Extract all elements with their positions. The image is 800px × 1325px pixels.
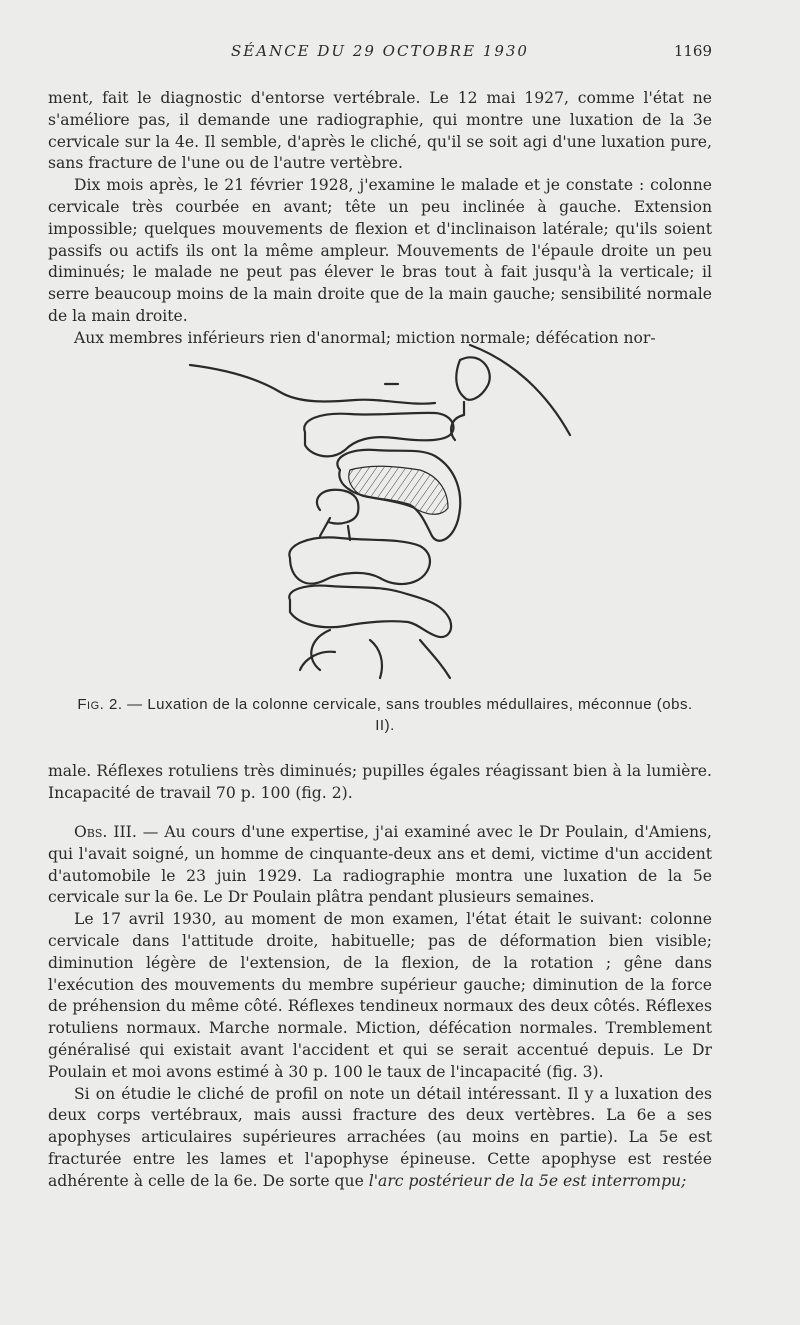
analysis-text: Si on étudie le cliché de profil on note un détail intéressant. Il y a luxation des deux corps vertébraux, mais aussi fracture des deux vertèbres. La 6e a ses apophyses articulaires supérieures arrachées (au moins en partie). La 5e est fracturée entre les lames et l'apophyse épineuse. Cette apophyse est restée adhérente à celle de la 6e. De sorte que bbox=[48, 1084, 712, 1190]
paragraph-after-figure: male. Réflexes rotuliens très diminués; pupilles égales réagissant bien à la lumière. Incapacité de travail 70 p. 100 (fig. 2). bbox=[48, 762, 712, 802]
obs-text: — Au cours d'une expertise, j'ai examiné avec le Dr Poulain, d'Amiens, qui l'avait soigné, un homme de cinquante-deux ans et demi, victime d'un accident d'automobile le 23 juin 1929. La radiographie montra une luxation de la 5e cervicale sur la 6e. Le Dr Poulain plâtra pendant plusieurs semaines. bbox=[48, 823, 712, 907]
page-number: 1169 bbox=[673, 42, 712, 60]
obs-label: Obs. III. bbox=[74, 823, 137, 841]
caption-label: Fig. 2. bbox=[77, 696, 123, 713]
paragraph-radiograph-analysis bbox=[48, 1084, 712, 1193]
cervical-spine-line-drawing bbox=[180, 340, 580, 680]
paragraph-examination-1930: Le 17 avril 1930, au moment de mon examen, l'état était le suivant: colonne cervicale dans l'attitude droite, habituelle; pas de déformation bien visible; diminution légère de l'extension, de la flexion, de la rotation ; gêne dans l'exécution des mouvements du membre supérieur gauche; diminution de la force de préhension du même côté. Réflexes tendineux normaux des deux côtés. Réflexes rotuliens normaux. Marche normale. Miction, défécation normales. Tremblement généralisé qui existait avant l'accident et qui se serait accentué depuis. Le Dr Poulain et moi avons estimé à 30 p. 100 le taux de l'incapacité (fig. 3). bbox=[48, 910, 712, 1081]
text-block-top bbox=[48, 88, 712, 350]
text-block-obs-3 bbox=[48, 822, 712, 1193]
paragraph-obs-3 bbox=[48, 822, 712, 909]
caption-text: — Luxation de la colonne cervicale, sans troubles médullaires, méconnue (obs. II). bbox=[122, 696, 693, 734]
figure-2-spine-drawing bbox=[180, 340, 580, 680]
paragraph-lower-limbs: Aux membres inférieurs rien d'anormal; miction normale; défécation nor- bbox=[74, 328, 656, 347]
running-title: SÉANCE DU 29 OCTOBRE 1930 bbox=[231, 42, 529, 60]
paragraph-examination-1928: Dix mois après, le 21 février 1928, j'examine le malade et je constate : colonne cervicale très courbée en avant; tête un peu inclinée à gauche. Extension impossible; quelques mouvements de flexion et d'inclinaison latérale; qu'ils soient passifs ou actifs ils ont la même ampleur. Mouvements de l'épaule droite un peu diminués; le malade ne peut pas élever le bras tout à fait jusqu'à la verticale; il serre beaucoup moins de la main droite que de la main gauche; sensibilité normale de la main droite. bbox=[48, 176, 712, 325]
text-block-after-figure bbox=[48, 761, 712, 805]
page-header bbox=[48, 42, 712, 66]
figure-caption bbox=[70, 694, 700, 736]
analysis-italic: l'arc postérieur de la 5e est interrompu; bbox=[368, 1171, 687, 1190]
paragraph-continuation: ment, fait le diagnostic d'entorse vertébrale. Le 12 mai 1927, comme l'état ne s'améliore pas, il demande une radiographie, qui montre une luxation de la 3e cervicale sur la 4e. Il semble, d'après le cliché, qu'il se soit agi d'une luxation pure, sans fracture de l'une ou de l'autre vertèbre. bbox=[48, 89, 712, 173]
